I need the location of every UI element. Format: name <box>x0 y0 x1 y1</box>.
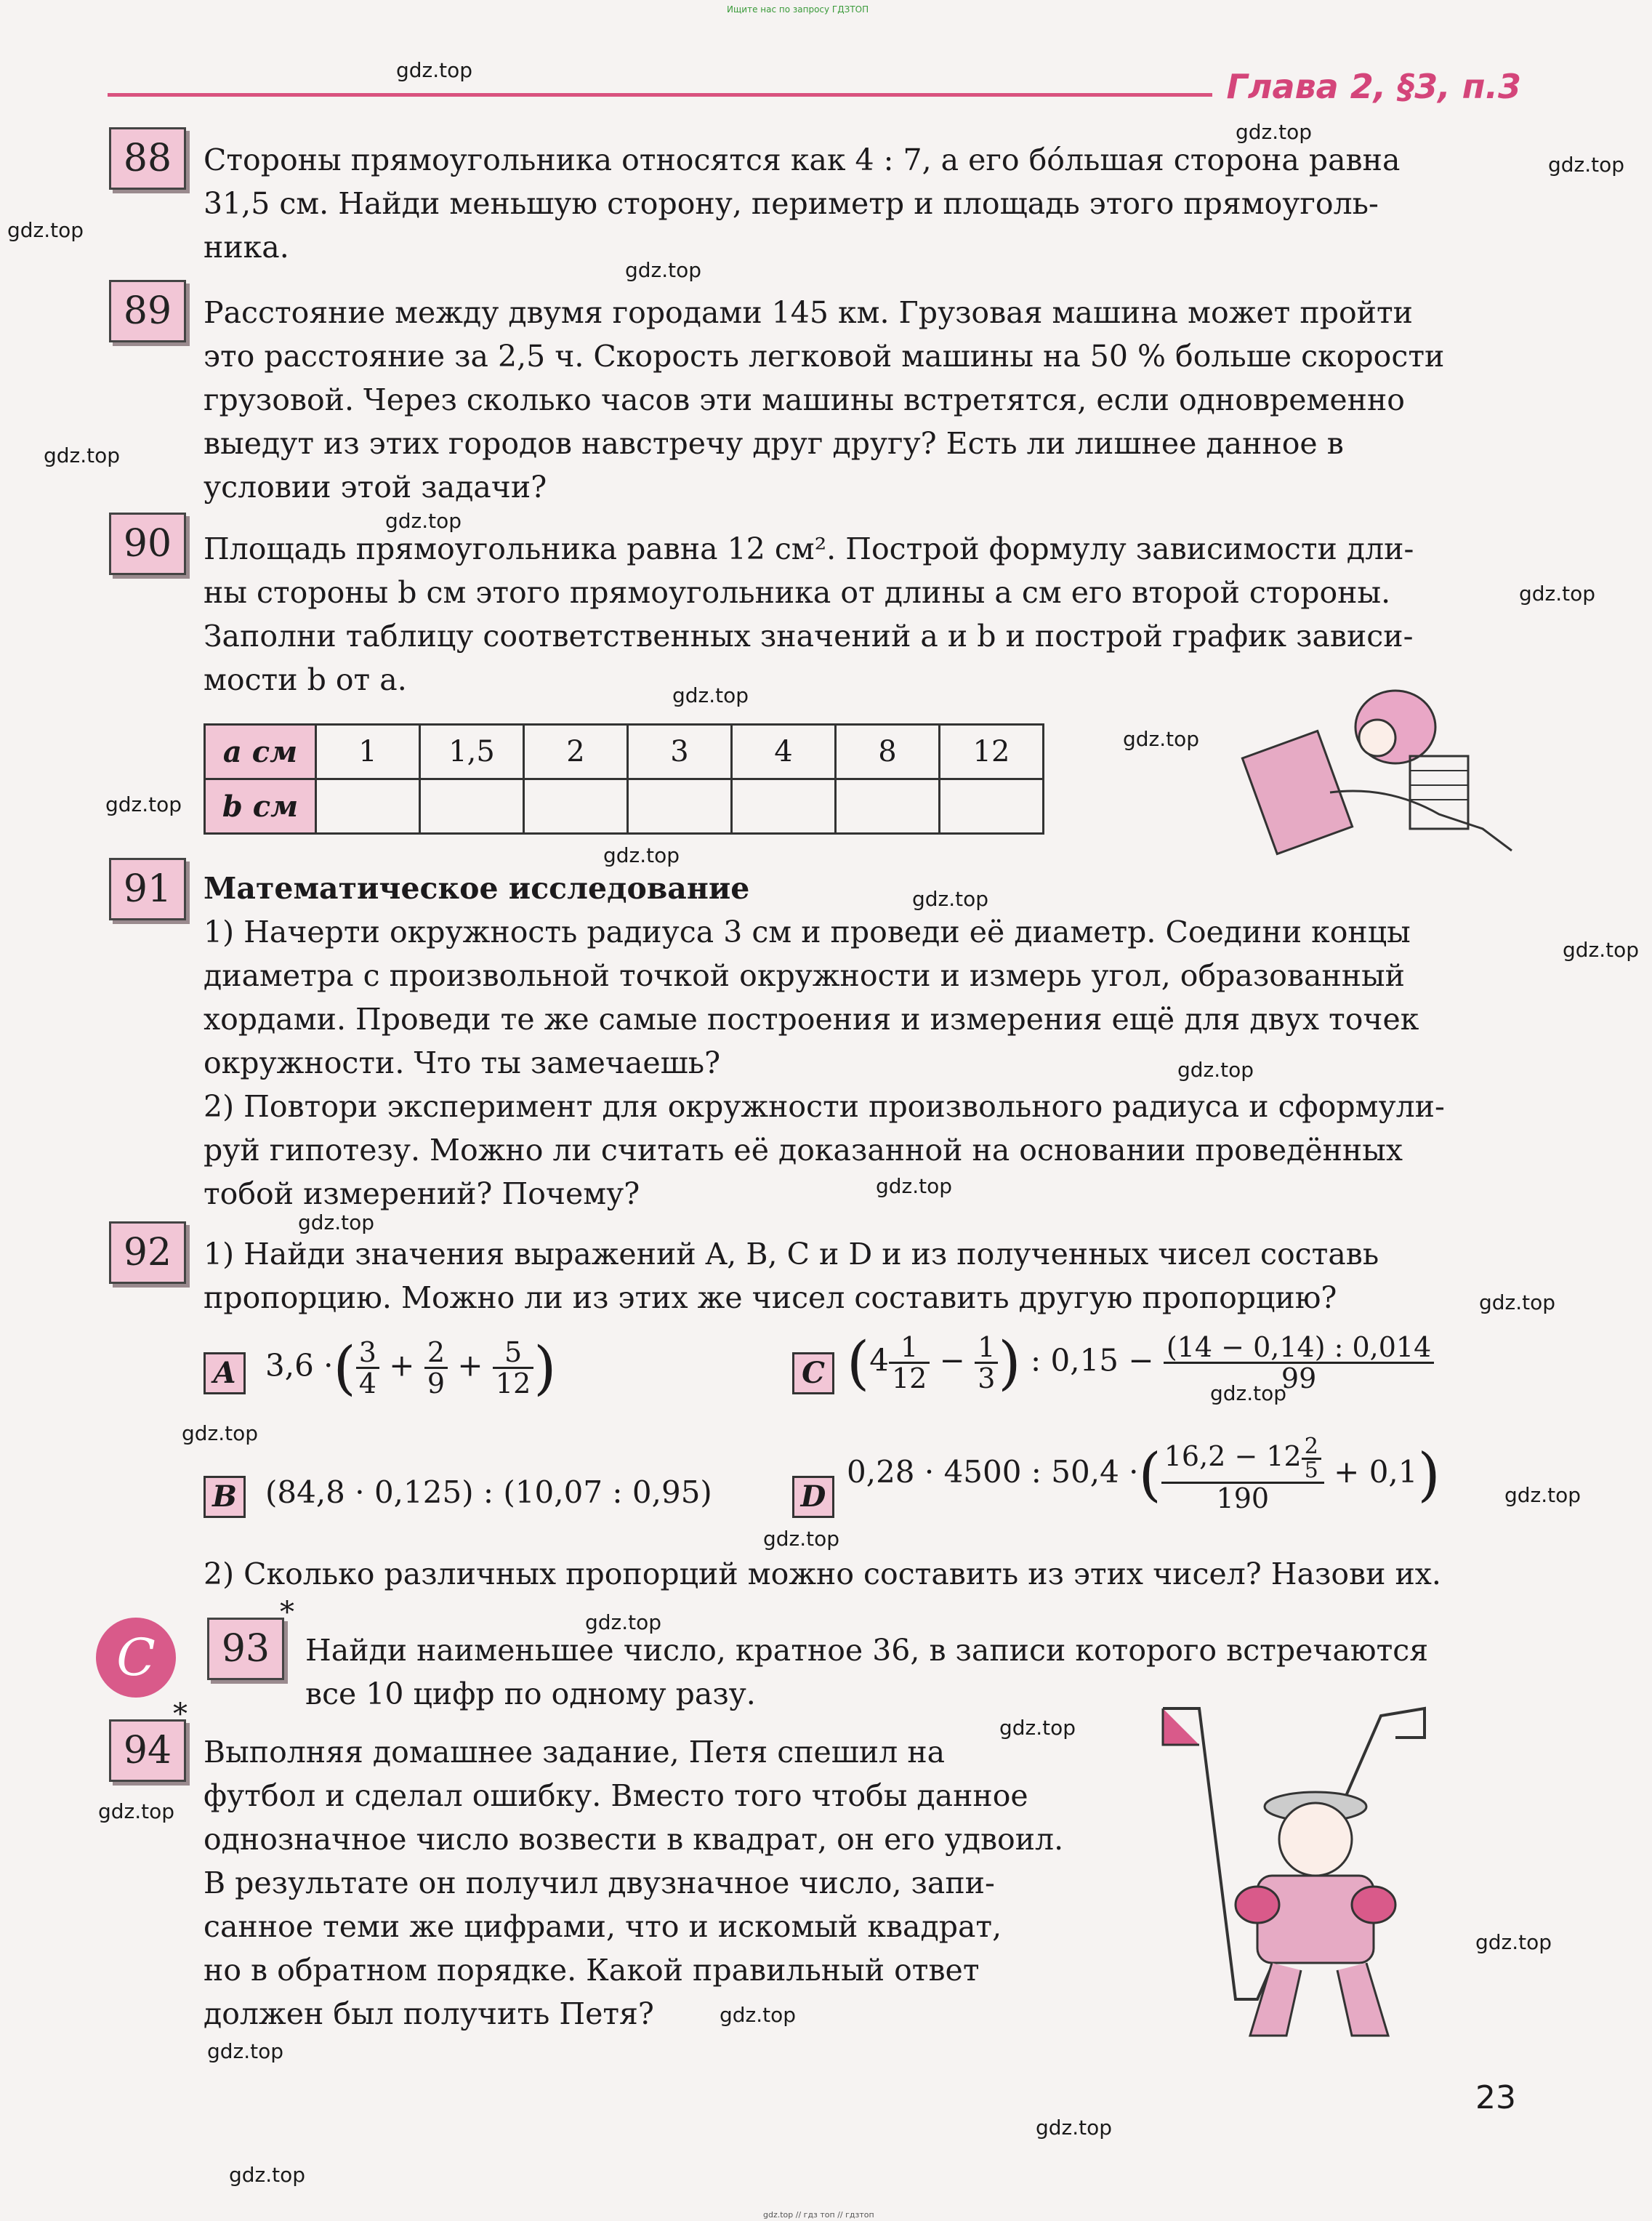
table-cell <box>524 779 628 834</box>
task-91-text <box>204 867 1526 1216</box>
task-92-text <box>204 1232 1526 1320</box>
table-row <box>205 779 1044 834</box>
top-search-note: Ищите нас по запросу ГДЗТОП <box>727 4 869 15</box>
task-90-line: Площадь прямоугольника равна 12 см². Построй формулу зависимости дли- <box>204 531 1414 566</box>
watermark-text: gdz.top <box>1236 120 1313 144</box>
fraction: $\frac{1}{3}$ <box>975 1333 998 1393</box>
task-94-line: Выполняя домашнее задание, Петя спешил на <box>204 1735 946 1770</box>
task-89-line: условии этой задачи? <box>204 470 547 505</box>
fraction: $\frac{(14 - 0,14) : 0,014}{99}$ <box>1164 1333 1434 1393</box>
expression-label-c: C <box>792 1352 834 1394</box>
task-number-89: 89 <box>109 280 186 342</box>
watermark-text: gdz.top <box>98 1799 175 1823</box>
task-89-line: грузовой. Через сколько часов эти машины встретятся, если одновременно <box>204 382 1405 417</box>
task-88-line: Стороны прямоугольника относятся как 4 : 7, а его бо́льшая сторона равна <box>204 142 1401 177</box>
task-89-line: Расстояние между двумя городами 145 км. Грузовая машина может пройти <box>204 295 1413 330</box>
watermark-text: gdz.top <box>1504 1483 1582 1507</box>
watermark-text: gdz.top <box>207 2039 284 2063</box>
task-89-text <box>204 291 1526 509</box>
watermark-text: gdz.top <box>876 1174 953 1198</box>
expression-d: 0,28 · 4500 : 50,4 ·( 16,2 − 12 $\frac{2}{5}$ 190 + 0,1) <box>847 1434 1441 1514</box>
task-92-part2 <box>204 1552 1526 1596</box>
header-rule <box>108 93 1212 97</box>
task-91-line: хордами. Проведи те же самые построения и измерения ещё для двух точек <box>204 1002 1419 1037</box>
task-91-line: диаметра с произвольной точкой окружности и измерь угол, образованный <box>204 958 1406 993</box>
watermark-text: gdz.top <box>1036 2116 1113 2140</box>
watermark-text: gdz.top <box>44 443 121 467</box>
task-91-line: тобой измерений? Почему? <box>204 1176 640 1211</box>
task-93-line: Найди наименьшее число, кратное 36, в записи которого встречаются <box>305 1633 1429 1668</box>
table-cell <box>628 779 732 834</box>
task-90-text <box>204 527 1526 702</box>
watermark-text: gdz.top <box>763 1527 840 1551</box>
watermark-text: gdz.top <box>1210 1381 1287 1405</box>
task-92-line: пропорцию. Можно ли из этих же чисел составить другую пропорцию? <box>204 1280 1337 1315</box>
watermark-text: gdz.top <box>1479 1290 1556 1314</box>
values-table <box>204 723 1044 835</box>
reading-kid-illustration <box>1148 683 1526 872</box>
task-88-text <box>204 138 1526 269</box>
table-cell: 4 <box>732 725 836 779</box>
table-cell <box>732 779 836 834</box>
table-cell <box>316 779 420 834</box>
football-kid-illustration <box>1148 1694 1483 2072</box>
watermark-text: gdz.top <box>672 683 749 707</box>
watermark-text: gdz.top <box>229 2163 306 2187</box>
expression-a-prefix: 3,6 · <box>265 1347 334 1383</box>
expression-b: (84,8 · 0,125) : (10,07 : 0,95) <box>265 1474 712 1510</box>
watermark-text: gdz.top <box>1177 1058 1254 1082</box>
table-row-b-label: b см <box>205 779 316 834</box>
task-88-line: 31,5 см. Найди меньшую сторону, периметр и площадь этого прямоуголь- <box>204 186 1379 221</box>
table-cell: 1,5 <box>420 725 524 779</box>
table-cell: 1 <box>316 725 420 779</box>
task-94-line: санное теми же цифрами, что и искомый квадрат, <box>204 1909 1002 1944</box>
task-89-line: это расстояние за 2,5 ч. Скорость легковой машины на 50 % больше скорости <box>204 339 1445 374</box>
watermark-text: gdz.top <box>182 1421 259 1445</box>
watermark-text: gdz.top <box>912 887 989 911</box>
table-cell <box>940 779 1044 834</box>
table-cell: 12 <box>940 725 1044 779</box>
task-91-heading: Математическое исследование <box>204 871 750 906</box>
challenge-badge: C <box>96 1618 176 1698</box>
page-number: 23 <box>1475 2079 1516 2116</box>
task-number-90: 90 <box>109 513 186 575</box>
watermark-text: gdz.top <box>1475 1930 1552 1954</box>
fraction: 16,2 − 12 $\frac{2}{5}$ 190 <box>1161 1436 1324 1513</box>
expression-label-a: A <box>204 1352 246 1394</box>
table-cell <box>836 779 940 834</box>
watermark-text: gdz.top <box>1548 153 1625 177</box>
task-91-line: руй гипотезу. Можно ли считать её доказанной на основании проведённых <box>204 1133 1403 1168</box>
task-90-line: ны стороны b см этого прямоугольника от длины a см его второй стороны. <box>204 575 1391 610</box>
watermark-text: gdz.top <box>105 792 182 816</box>
task-90-line: мости b от a. <box>204 662 407 697</box>
task-number-93: 93 <box>207 1618 284 1680</box>
watermark-text: gdz.top <box>625 258 702 282</box>
star-mark: * <box>173 1698 188 1731</box>
table-cell: 2 <box>524 725 628 779</box>
expression-c: (4 $\frac{1}{12}$ − $\frac{1}{3}$ ) : 0,15 − $\frac{(14 - 0,14) : 0,014}{99}$ <box>847 1329 1434 1397</box>
bottom-note: gdz.top // гдз топ // гдзтоп <box>763 2210 874 2220</box>
table-cell: 8 <box>836 725 940 779</box>
fraction: $\frac{5}{12}$ <box>493 1338 533 1398</box>
expression-label-b: B <box>204 1476 246 1518</box>
watermark-text: gdz.top <box>603 843 680 867</box>
task-88-line: ника. <box>204 230 289 265</box>
task-94-line: но в обратном порядке. Какой правильный ответ <box>204 1953 980 1988</box>
table-row <box>205 725 1044 779</box>
watermark-text: gdz.top <box>720 2003 797 2027</box>
task-94-text <box>204 1730 1134 2036</box>
expression-a: 3,6 ·( $\frac{3}{4}$ + $\frac{2}{9}$ + $\frac{5}{12}$ ) <box>265 1334 557 1402</box>
task-92-line: 1) Найди значения выражений A, B, C и D и из полученных чисел составь <box>204 1237 1379 1272</box>
watermark-text: gdz.top <box>7 218 84 242</box>
watermark-text: gdz.top <box>298 1210 375 1234</box>
star-mark: * <box>280 1596 294 1629</box>
task-94-line: футбол и сделал ошибку. Вместо того чтобы данное <box>204 1778 1028 1813</box>
fraction: $\frac{3}{4}$ <box>356 1338 379 1398</box>
expression-label-d: D <box>792 1476 834 1518</box>
table-row-a-label: a см <box>205 725 316 779</box>
watermark-text: gdz.top <box>1563 938 1640 962</box>
task-number-91: 91 <box>109 858 186 920</box>
table-cell <box>420 779 524 834</box>
fraction: $\frac{2}{9}$ <box>424 1338 448 1398</box>
watermark-text: gdz.top <box>999 1716 1076 1740</box>
task-89-line: выедут из этих городов навстречу друг другу? Есть ли лишнее данное в <box>204 426 1344 461</box>
watermark-text: gdz.top <box>585 1610 662 1634</box>
task-91-line: окружности. Что ты замечаешь? <box>204 1045 721 1080</box>
task-number-88: 88 <box>109 127 186 190</box>
task-94-line: должен был получить Петя? <box>204 1996 654 2031</box>
task-92-part2-line: 2) Сколько различных пропорций можно составить из этих чисел? Назови их. <box>204 1557 1441 1591</box>
watermark-text: gdz.top <box>1123 727 1200 751</box>
task-91-line: 2) Повтори эксперимент для окружности произвольного радиуса и сформули- <box>204 1089 1445 1124</box>
task-94-line: однозначное число возвести в квадрат, он его удвоил. <box>204 1822 1064 1857</box>
task-93-line: все 10 цифр по одному разу. <box>305 1676 756 1711</box>
task-number-92: 92 <box>109 1221 186 1284</box>
watermark-text: gdz.top <box>396 58 473 82</box>
table-cell: 3 <box>628 725 732 779</box>
fraction: $\frac{1}{12}$ <box>889 1333 930 1393</box>
chapter-header: Глава 2, §3, п.3 <box>1226 67 1521 106</box>
task-91-line: 1) Начерти окружность радиуса 3 см и проведи её диаметр. Соедини концы <box>204 915 1411 949</box>
task-number-94: 94 <box>109 1719 186 1782</box>
task-94-line: В результате он получил двузначное число, запи- <box>204 1865 995 1900</box>
watermark-text: gdz.top <box>385 509 462 533</box>
watermark-text: gdz.top <box>1519 582 1596 606</box>
task-90-line: Заполни таблицу соответственных значений a и b и построй график зависи- <box>204 619 1414 654</box>
